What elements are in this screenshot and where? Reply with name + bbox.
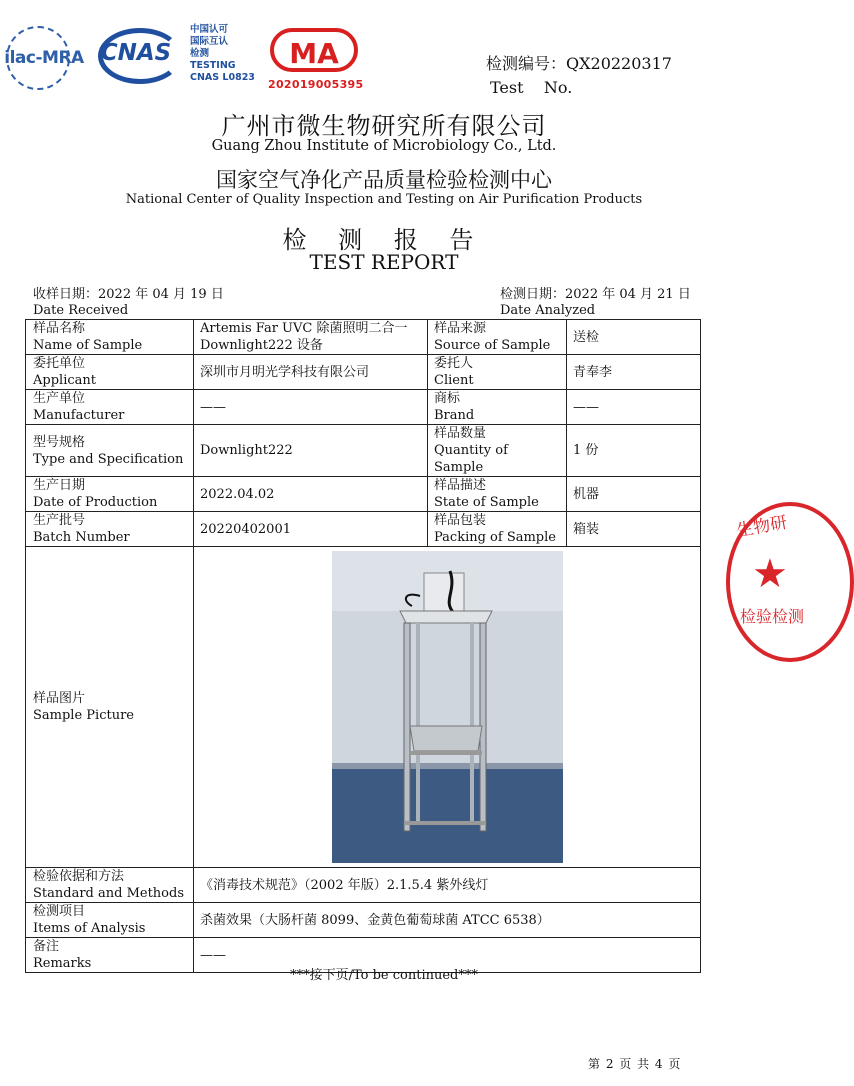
label-en: Date of Production [33,495,158,510]
table-row-standard [26,868,701,903]
row-label-right [428,512,567,547]
red-seal-stamp [726,502,854,662]
field-value: Downlight222 [200,443,293,458]
label-en: State of Sample [434,495,539,510]
label-en: Batch Number [33,530,130,545]
row-value [194,355,428,390]
row-label [26,868,194,903]
label-en: Client [434,373,474,388]
cma-number: 202019005395 [268,78,364,91]
row-value [194,320,428,355]
row-value: —— [194,938,701,973]
cnas-line: 检测 [190,48,210,59]
table-row-picture [26,547,701,868]
stamp-bottom-text: 检验检测 [740,607,805,626]
table-row [26,477,701,512]
star-icon: ★ [752,551,788,597]
label-cn: 样品描述 [434,478,487,493]
field-value: 2022.04.02 [200,486,275,502]
row-value [194,477,428,512]
row-value: 杀菌效果（大肠杆菌 8099、金黄色葡萄球菌 ATCC 6538） [194,903,701,938]
sample-photo [332,551,563,863]
cnas-logo [94,26,178,82]
row-value: 《消毒技术规范》（2002 年版）2.1.5.4 紫外线灯 [194,868,701,903]
cnas-line: 国际互认 [190,36,229,47]
test-number [486,52,672,100]
row-label [26,903,194,938]
table-row-items [26,903,701,938]
label-cn: 商标 [434,391,461,406]
label-cn: 检验依据和方法 [33,869,125,884]
label-cn: 样品来源 [434,321,487,336]
row-value [194,425,428,477]
row-label [26,547,194,868]
center-name-cn: 国家空气净化产品质量检验检测中心 [216,168,552,192]
date-received-cn: 收样日期：2022 年 04 月 19 日 [33,287,224,302]
label-en: Brand [434,408,475,423]
cnas-line: 中国认可 [190,24,229,35]
table-row [26,355,701,390]
row-value-right: 箱装 [567,512,701,547]
label-cn: 检测项目 [33,904,86,919]
continued-note: ***接下页/To be continued*** [290,968,478,983]
page-number: 第 2 页 共 4 页 [588,1057,682,1071]
date-analyzed [500,287,691,319]
table-row [26,425,701,477]
row-label-right [428,477,567,512]
cnas-cert-text [190,24,262,84]
date-received [33,287,224,319]
cma-logo [268,28,366,91]
label-en: Sample Picture [33,708,134,723]
label-cn: 委托单位 [33,356,86,371]
row-label-right [428,390,567,425]
row-value-right: 青奉李 [567,355,701,390]
table-row [26,320,701,355]
label-en: Type and Specification [33,451,184,467]
field-value-line2: Downlight222 设备 [200,338,323,353]
field-value: Artemis Far UVC 除菌照明二合一 [200,321,408,336]
row-value [194,390,428,425]
label-en: Items of Analysis [33,921,146,936]
row-label-right [428,320,567,355]
date-analyzed-cn: 检测日期：2022 年 04 月 21 日 [500,287,691,302]
field-value: 深圳市月明光学科技有限公司 [200,364,370,380]
sample-picture-cell [194,547,701,868]
stamp-top-text: 生物研 [735,512,789,542]
date-received-en: Date Received [33,303,129,318]
date-analyzed-en: Date Analyzed [500,303,596,318]
test-number-cn: 检测编号：QX20220317 [486,54,672,73]
label-cn: 样品数量 [434,426,487,441]
report-table [25,319,701,973]
label-en: Packing of Sample [434,530,556,545]
report-title-cn: 检 测 报 告 [282,226,486,254]
test-number-en: Test No. [490,78,573,97]
label-cn: 委托人 [434,356,474,371]
label-en: Applicant [33,373,96,388]
label-cn: 样品名称 [33,321,86,336]
center-name-en: National Center of Quality Inspection and Testing on Air Purification Products [125,192,643,207]
label-cn: 生产单位 [33,391,86,406]
label-cn: 样品包装 [434,513,487,528]
row-label-right [428,425,567,477]
cnas-line: CNAS L0823 [190,72,255,83]
field-value: —— [200,399,226,415]
row-value [194,512,428,547]
label-en: Standard and Methods [33,886,184,901]
field-value: 20220402001 [200,521,291,537]
cnas-logo-text: CNAS [100,40,172,66]
table-row [26,390,701,425]
row-value-right: 1 份 [567,425,701,477]
report-title-en: TEST REPORT [309,250,459,274]
ilac-mra-logo [2,24,86,94]
company-name-en: Guang Zhou Institute of Microbiology Co., Ltd. [211,138,557,154]
company-name-cn: 广州市微生物研究所有限公司 [221,112,547,140]
cma-logo-mark: MA [270,28,358,72]
label-cn: 型号规格 [33,434,86,450]
row-label [26,320,194,355]
label-en: Manufacturer [33,408,125,423]
label-cn: 生产日期 [33,478,86,493]
row-label [26,425,194,477]
label-en: Source of Sample [434,338,551,353]
row-label [26,355,194,390]
cnas-line: TESTING [190,60,236,71]
label-cn: 样品图片 [33,691,86,706]
label-en: Quantity of Sample [434,443,508,475]
row-label-right [428,355,567,390]
row-value-right: 机器 [567,477,701,512]
label-en: Name of Sample [33,338,143,353]
row-value-right: —— [567,390,701,425]
label-cn: 备注 [33,939,60,954]
table-row [26,512,701,547]
label-cn: 生产批号 [33,513,86,528]
row-label [26,390,194,425]
row-value-right: 送检 [567,320,701,355]
row-label [26,512,194,547]
label-en: Remarks [33,956,92,971]
row-label [26,477,194,512]
ilac-logo-text: ilac-MRA [4,48,84,68]
